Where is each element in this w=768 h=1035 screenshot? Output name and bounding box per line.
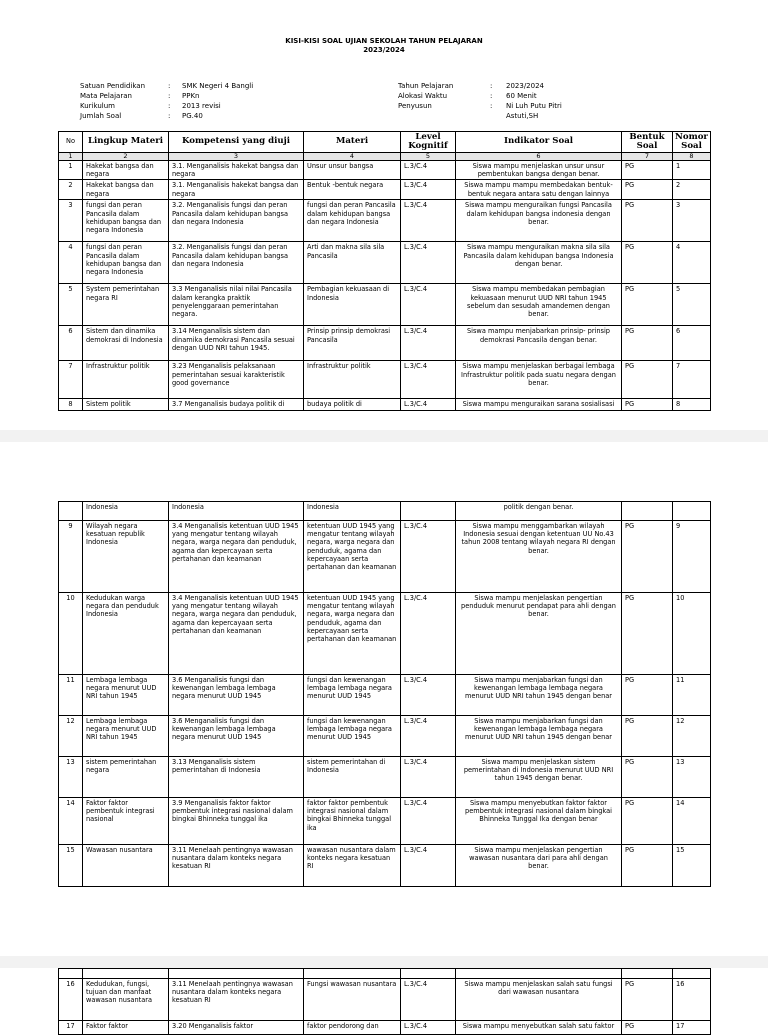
column-number: 1 <box>59 153 83 161</box>
row-materi: Prinsip prinsip demokrasi Pancasila <box>304 326 401 361</box>
row-kompetensi: 3.11 Menelaah pentingnya wawasan nusantara dalam konteks negara kesatuan RI <box>169 845 304 887</box>
row-bentuk-soal: PG <box>622 200 673 242</box>
row-indikator-soal: Siswa mampu menguraikan makna sila sila Pancasila dalam kehidupan bangsa Indonesia dengan benar. <box>456 242 622 284</box>
row-nomor-soal: 16 <box>673 979 711 1021</box>
row-no: 7 <box>59 361 83 399</box>
row-lingkup-materi: Kedudukan warga negara dan penduduk Indonesia <box>83 593 169 675</box>
info-label: Jumlah Soal <box>80 112 122 120</box>
row-nomor-soal: 7 <box>673 361 711 399</box>
row-kompetensi: 3.2. Menganalisis fungsi dan peran Pancasila dalam kehidupan bangsa dan negara Indonesia <box>169 200 304 242</box>
row-kompetensi: 3.9 Menganalisis faktor faktor pembentuk integrasi nasional dalam bingkai Bhinneka tunggal ika <box>169 798 304 845</box>
row-indikator-soal: Siswa mampu menggambarkan wilayah Indonesia sesuai dengan ketentuan UU No.43 tahun 2008 tentang wilayah negara RI dengan benar. <box>456 521 622 593</box>
row-no: 16 <box>59 979 83 1021</box>
page3-body <box>59 979 711 1035</box>
info-value: 60 Menit <box>506 92 537 100</box>
row-lingkup-materi: System pemerintahan negara RI <box>83 284 169 326</box>
row-lingkup-materi: Hakekat bangsa dan negara <box>83 180 169 200</box>
info-row <box>398 111 562 121</box>
row-level-kognitif <box>401 502 456 521</box>
title-line-1: KISI-KISI SOAL UJIAN SEKOLAH TAHUN PELAJARAN <box>285 37 483 45</box>
info-value: PPKn <box>182 92 200 100</box>
row-lingkup-materi: Wilayah negara kesatuan republik Indonesia <box>83 521 169 593</box>
header-bentuk-soal: Bentuk Soal <box>622 132 673 153</box>
row-level-kognitif: L.3/C.4 <box>401 845 456 887</box>
row-indikator-soal: Siswa mampu menjelaskan sistem pemerintahan di Indonesia menurut UUD NRI tahun 1945 dengan benar. <box>456 757 622 798</box>
row-no: 17 <box>59 1021 83 1035</box>
info-row <box>398 91 562 101</box>
row-kompetensi: 3.1. Menganalisis hakekat bangsa dan negara <box>169 180 304 200</box>
row-kompetensi: 3.6 Menganalisis fungsi dan kewenangan lembaga lembaga negara menurut UUD 1945 <box>169 716 304 757</box>
table-row <box>59 845 711 887</box>
row-no: 15 <box>59 845 83 887</box>
row-level-kognitif: L.3/C.4 <box>401 284 456 326</box>
table-row <box>59 757 711 798</box>
row-kompetensi: 3.4 Menganalisis ketentuan UUD 1945 yang mengatur tentang wilayah negara, warga negara dan penduduk, agama dan kepercayaan serta pertahanan dan keamanan <box>169 521 304 593</box>
header-level-kognitif: Level Kognitif <box>401 132 456 153</box>
table-top-border <box>59 969 711 979</box>
table-row <box>59 502 711 521</box>
row-kompetensi: 3.13 Menganalisis sistem pemerintahan di Indonesia <box>169 757 304 798</box>
row-no: 1 <box>59 161 83 180</box>
row-no: 10 <box>59 593 83 675</box>
row-indikator-soal: Siswa mampu menjabarkan fungsi dan kewenangan lembaga lembaga negara menurut UUD NRI tahun 1945 dengan benar <box>456 716 622 757</box>
info-label: Penyusun <box>398 102 432 110</box>
row-nomor-soal: 1 <box>673 161 711 180</box>
row-bentuk-soal: PG <box>622 979 673 1021</box>
row-kompetensi: Indonesia <box>169 502 304 521</box>
row-no: 6 <box>59 326 83 361</box>
row-bentuk-soal: PG <box>622 284 673 326</box>
row-indikator-soal: Siswa mampu membedakan pembagian kekuasaan menurut UUD NRI tahun 1945 sebelum dan sesudah amandemen dengan benar. <box>456 284 622 326</box>
row-materi: sistem pemerintahan di Indonesia <box>304 757 401 798</box>
row-materi: Indonesia <box>304 502 401 521</box>
row-materi: faktor faktor pembentuk integrasi nasional dalam bingkai Bhinneka tunggal ika <box>304 798 401 845</box>
row-indikator-soal: Siswa mampu menjabarkan prinsip- prinsip demokrasi Pancasila dengan benar. <box>456 326 622 361</box>
row-nomor-soal: 2 <box>673 180 711 200</box>
row-bentuk-soal: PG <box>622 521 673 593</box>
info-value: Ni Luh Putu Pitri <box>506 102 562 110</box>
row-bentuk-soal: PG <box>622 399 673 411</box>
row-kompetensi: 3.6 Menganalisis fungsi dan kewenangan lembaga lembaga negara menurut UUD 1945 <box>169 675 304 716</box>
row-nomor-soal: 13 <box>673 757 711 798</box>
row-materi: Arti dan makna sila sila Pancasila <box>304 242 401 284</box>
document-title <box>0 37 768 55</box>
row-bentuk-soal: PG <box>622 845 673 887</box>
row-no: 4 <box>59 242 83 284</box>
table-row <box>59 675 711 716</box>
row-indikator-soal: Siswa mampu menjelaskan pengertian penduduk menurut pendapat para ahli dengan benar. <box>456 593 622 675</box>
row-bentuk-soal: PG <box>622 716 673 757</box>
row-nomor-soal <box>673 502 711 521</box>
row-lingkup-materi: Lembaga lembaga negara menurut UUD NRI tahun 1945 <box>83 675 169 716</box>
row-materi: ketentuan UUD 1945 yang mengatur tentang wilayah negara, warga negara dan penduduk, agama dan kepercayaan serta pertahanan dan keamanan <box>304 593 401 675</box>
row-lingkup-materi: Faktor faktor pembentuk integrasi nasional <box>83 798 169 845</box>
column-number: 7 <box>622 153 673 161</box>
info-label: Tahun Pelajaran <box>398 82 454 90</box>
row-nomor-soal: 11 <box>673 675 711 716</box>
row-level-kognitif: L.3/C.4 <box>401 1021 456 1035</box>
info-label: Mata Pelajaran <box>80 92 132 100</box>
row-level-kognitif: L.3/C.4 <box>401 242 456 284</box>
info-colon: : <box>168 102 171 110</box>
column-number: 3 <box>169 153 304 161</box>
row-lingkup-materi: Sistem politik <box>83 399 169 411</box>
info-value: SMK Negeri 4 Bangli <box>182 82 254 90</box>
column-number-row <box>59 153 711 161</box>
table-row <box>59 521 711 593</box>
row-level-kognitif: L.3/C.4 <box>401 593 456 675</box>
table-row <box>59 1021 711 1035</box>
page2-body <box>59 521 711 887</box>
row-materi: wawasan nusantara dalam konteks negara kesatuan RI <box>304 845 401 887</box>
row-indikator-soal: Siswa mampu menyebutkan faktor faktor pembentuk integrasi nasional dalam bingkai Bhinneka Tunggal Ika dengan benar <box>456 798 622 845</box>
row-nomor-soal: 12 <box>673 716 711 757</box>
table-row <box>59 979 711 1021</box>
row-materi: fungsi dan kewenangan lembaga lembaga negara menurut UUD 1945 <box>304 716 401 757</box>
info-right <box>398 81 562 121</box>
row-indikator-soal: Siswa mampu menjelaskan salah satu fungsi dari wawasan nusantara <box>456 979 622 1021</box>
row-nomor-soal: 15 <box>673 845 711 887</box>
row-bentuk-soal <box>622 502 673 521</box>
row-nomor-soal: 9 <box>673 521 711 593</box>
column-number: 6 <box>456 153 622 161</box>
page-gap <box>0 956 768 968</box>
row-level-kognitif: L.3/C.4 <box>401 716 456 757</box>
title-line-2: 2023/2024 <box>363 46 405 54</box>
row-nomor-soal: 8 <box>673 399 711 411</box>
table-row <box>59 593 711 675</box>
info-left <box>80 81 253 121</box>
page-gap <box>0 430 768 442</box>
row-indikator-soal: Siswa mampu menyebutkan salah satu faktor <box>456 1021 622 1035</box>
document-page-2 <box>0 442 768 956</box>
row-bentuk-soal: PG <box>622 361 673 399</box>
row-nomor-soal: 10 <box>673 593 711 675</box>
info-label: Kurikulum <box>80 102 115 110</box>
info-value: PG.40 <box>182 112 203 120</box>
row-no: 3 <box>59 200 83 242</box>
row-indikator-soal: Siswa mampu mampu membedakan bentuk-bentuk negara antara satu dengan lainnya <box>456 180 622 200</box>
row-level-kognitif: L.3/C.4 <box>401 361 456 399</box>
row-no: 14 <box>59 798 83 845</box>
info-row <box>80 81 253 91</box>
row-nomor-soal: 6 <box>673 326 711 361</box>
row-no: 2 <box>59 180 83 200</box>
row-materi: Unsur unsur bangsa <box>304 161 401 180</box>
row-indikator-soal: Siswa mampu menjelaskan unsur unsur pembentukan bangsa dengan benar. <box>456 161 622 180</box>
info-colon: : <box>490 102 493 110</box>
info-row <box>80 101 253 111</box>
row-materi: Pembagian kekuasaan di Indonesia <box>304 284 401 326</box>
info-row <box>80 91 253 101</box>
row-bentuk-soal: PG <box>622 161 673 180</box>
row-indikator-soal: Siswa mampu menjabarkan fungsi dan kewenangan lembaga lembaga negara menurut UUD NRI tahun 1945 dengan benar <box>456 675 622 716</box>
row-kompetensi: 3.23 Menganalisis pelaksanaan pemerintahan sesuai karakteristik good governance <box>169 361 304 399</box>
header-no: No <box>59 132 83 153</box>
table-row <box>59 242 711 284</box>
row-lingkup-materi: Infrastruktur politik <box>83 361 169 399</box>
row-kompetensi: 3.11 Menelaah pentingnya wawasan nusantara dalam konteks negara kesatuan RI <box>169 979 304 1021</box>
row-bentuk-soal: PG <box>622 593 673 675</box>
page2-continuation <box>59 502 711 521</box>
table-row <box>59 326 711 361</box>
row-bentuk-soal: PG <box>622 326 673 361</box>
row-lingkup-materi: sistem pemerintahan negara <box>83 757 169 798</box>
row-lingkup-materi: Sistem dan dinamika demokrasi di Indonesia <box>83 326 169 361</box>
row-materi: Bentuk -bentuk negara <box>304 180 401 200</box>
row-kompetensi: 3.3 Menganalisis nilai nilai Pancasila dalam kerangka praktik penyelenggaraan pemerintahan negara. <box>169 284 304 326</box>
info-colon: : <box>168 92 171 100</box>
info-label: Satuan Pendidikan <box>80 82 146 90</box>
table-row <box>59 200 711 242</box>
row-no: 5 <box>59 284 83 326</box>
row-level-kognitif: L.3/C.4 <box>401 326 456 361</box>
row-materi: budaya politik di <box>304 399 401 411</box>
row-nomor-soal: 5 <box>673 284 711 326</box>
row-nomor-soal: 17 <box>673 1021 711 1035</box>
row-no: 12 <box>59 716 83 757</box>
row-level-kognitif: L.3/C.4 <box>401 757 456 798</box>
column-number: 4 <box>304 153 401 161</box>
row-lingkup-materi: Indonesia <box>83 502 169 521</box>
info-row <box>80 111 253 121</box>
kisi-table-page-1 <box>58 131 711 411</box>
header-kompetensi: Kompetensi yang diuji <box>169 132 304 153</box>
table-row <box>59 180 711 200</box>
row-nomor-soal: 4 <box>673 242 711 284</box>
row-lingkup-materi: Lembaga lembaga negara menurut UUD NRI tahun 1945 <box>83 716 169 757</box>
column-number: 8 <box>673 153 711 161</box>
row-lingkup-materi: Faktor faktor <box>83 1021 169 1035</box>
table-header-row <box>59 132 711 153</box>
table-row <box>59 798 711 845</box>
row-bentuk-soal: PG <box>622 757 673 798</box>
row-kompetensi: 3.14 Menganalisis sistem dan dinamika demokrasi Pancasila sesuai dengan UUD NRI tahun 1945. <box>169 326 304 361</box>
row-no <box>59 502 83 521</box>
row-level-kognitif: L.3/C.4 <box>401 675 456 716</box>
row-indikator-soal: Siswa mampu menguraikan sarana sosialisasi <box>456 399 622 411</box>
info-label <box>398 111 490 121</box>
row-bentuk-soal: PG <box>622 675 673 716</box>
row-materi: Infrastruktur politik <box>304 361 401 399</box>
row-indikator-soal: Siswa mampu menguraikan fungsi Pancasila dalam kehidupan bangsa indonesia dengan benar. <box>456 200 622 242</box>
info-colon: : <box>168 112 171 120</box>
info-colon: : <box>490 92 493 100</box>
row-indikator-soal: Siswa mampu menjelaskan pengertian wawasan nusantara dari para ahli dengan benar. <box>456 845 622 887</box>
table-row <box>59 284 711 326</box>
kisi-table-page-3 <box>58 968 711 1035</box>
header-lingkup-materi: Lingkup Materi <box>83 132 169 153</box>
row-level-kognitif: L.3/C.4 <box>401 399 456 411</box>
header-indikator-soal: Indikator Soal <box>456 132 622 153</box>
row-bentuk-soal: PG <box>622 798 673 845</box>
row-no: 9 <box>59 521 83 593</box>
row-materi: faktor pendorong dan <box>304 1021 401 1035</box>
table-row <box>59 361 711 399</box>
page1-body <box>59 161 711 411</box>
row-no: 11 <box>59 675 83 716</box>
row-level-kognitif: L.3/C.4 <box>401 521 456 593</box>
row-materi: fungsi dan kewenangan lembaga lembaga negara menurut UUD 1945 <box>304 675 401 716</box>
row-level-kognitif: L.3/C.4 <box>401 979 456 1021</box>
row-lingkup-materi: Hakekat bangsa dan negara <box>83 161 169 180</box>
row-bentuk-soal: PG <box>622 242 673 284</box>
row-kompetensi: 3.2. Menganalisis fungsi dan peran Pancasila dalam kehidupan bangsa dan negara Indonesia <box>169 242 304 284</box>
column-number: 2 <box>83 153 169 161</box>
info-row <box>398 81 562 91</box>
row-no: 13 <box>59 757 83 798</box>
info-label: Alokasi Waktu <box>398 92 448 100</box>
header-nomor-soal: Nomor Soal <box>673 132 711 153</box>
document-page-3 <box>0 968 768 1030</box>
document-page-1 <box>0 0 768 430</box>
row-level-kognitif: L.3/C.4 <box>401 180 456 200</box>
row-nomor-soal: 14 <box>673 798 711 845</box>
row-bentuk-soal: PG <box>622 1021 673 1035</box>
table-row <box>59 161 711 180</box>
row-materi: Fungsi wawasan nusantara <box>304 979 401 1021</box>
row-indikator-soal: politik dengan benar. <box>456 502 622 521</box>
row-no: 8 <box>59 399 83 411</box>
row-lingkup-materi: Kedudukan, fungsi, tujuan dan manfaat wawasan nusantara <box>83 979 169 1021</box>
row-materi: fungsi dan peran Pancasila dalam kehidupan bangsa dan negara Indonesia <box>304 200 401 242</box>
row-kompetensi: 3.1. Menganalisis hakekat bangsa dan negara <box>169 161 304 180</box>
info-colon: : <box>168 82 171 90</box>
table-row <box>59 716 711 757</box>
row-lingkup-materi: fungsi dan peran Pancasila dalam kehidupan bangsa dan negara Indonesia <box>83 242 169 284</box>
info-row <box>398 101 562 111</box>
row-indikator-soal: Siswa mampu menjelaskan berbagai lembaga Infrastruktur politik pada suatu negara dengan benar. <box>456 361 622 399</box>
row-kompetensi: 3.4 Menganalisis ketentuan UUD 1945 yang mengatur tentang wilayah negara, warga negara dan penduduk, agama dan kepercayaan serta pertahanan dan keamanan <box>169 593 304 675</box>
column-number: 5 <box>401 153 456 161</box>
table-row <box>59 399 711 411</box>
row-materi: ketentuan UUD 1945 yang mengatur tentang wilayah negara, warga negara dan penduduk, agama dan kepercayaan serta pertahanan dan keamanan <box>304 521 401 593</box>
row-lingkup-materi: Wawasan nusantara <box>83 845 169 887</box>
row-kompetensi: 3.7 Menganalisis budaya politik di <box>169 399 304 411</box>
row-lingkup-materi: fungsi dan peran Pancasila dalam kehidupan bangsa dan negara Indonesia <box>83 200 169 242</box>
info-value: 2013 revisi <box>182 102 221 110</box>
info-colon: : <box>490 82 493 90</box>
row-level-kognitif: L.3/C.4 <box>401 200 456 242</box>
row-nomor-soal: 3 <box>673 200 711 242</box>
row-bentuk-soal: PG <box>622 180 673 200</box>
header-materi: Materi <box>304 132 401 153</box>
info-value: 2023/2024 <box>506 82 544 90</box>
info-value: Astuti,SH <box>506 112 539 120</box>
row-level-kognitif: L.3/C.4 <box>401 798 456 845</box>
kisi-table-page-2 <box>58 501 711 887</box>
row-kompetensi: 3.20 Menganalisis faktor <box>169 1021 304 1035</box>
row-level-kognitif: L.3/C.4 <box>401 161 456 180</box>
